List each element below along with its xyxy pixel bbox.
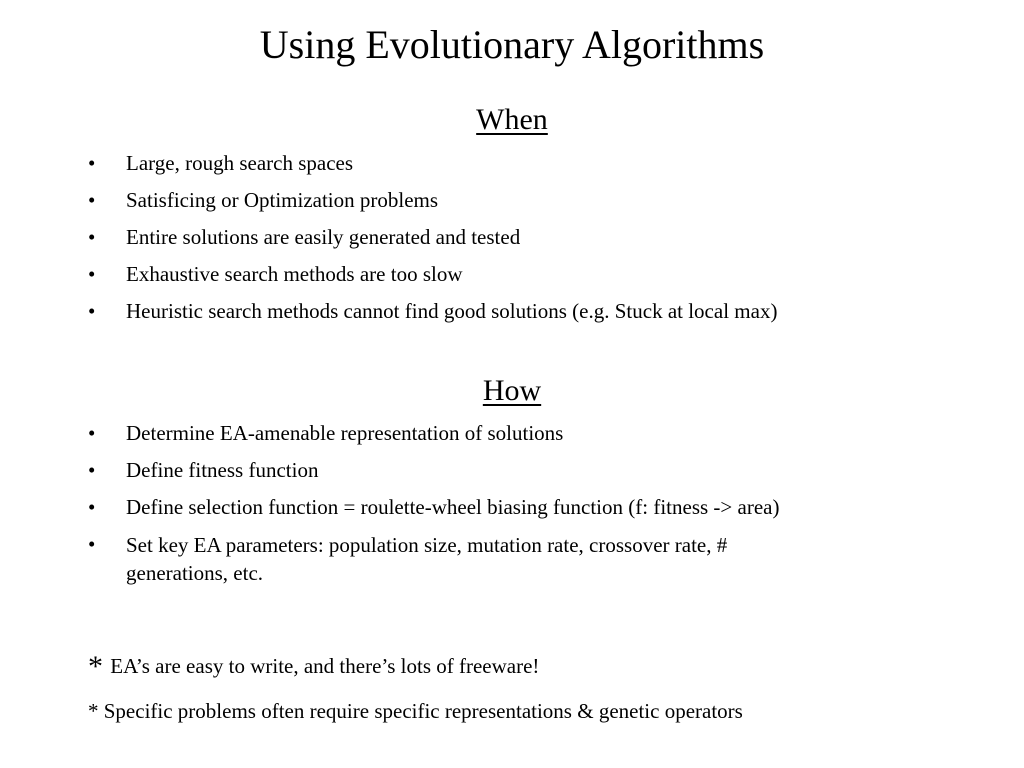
list-item-text: Entire solutions are easily generated and tested [126,225,521,249]
bullet-icon: • [88,151,96,175]
list-item [0,150,1024,176]
representation-note: * Specific problems often require specific representations & genetic operators [88,699,743,723]
bullet-icon: • [88,495,96,519]
list-item-text: Satisficing or Optimization problems [126,188,439,212]
list-item-text: Define fitness function [126,458,319,482]
slide-title: Using Evolutionary Algorithms [259,22,765,67]
list-item-text-line-1: Set key EA parameters: population size, mutation rate, crossover rate, # [126,533,728,557]
freeware-note-text: EA’s are easy to write, and there’s lots of freeware! [110,654,540,678]
list-item [0,224,1024,250]
bullet-icon: • [88,458,96,482]
list-item-text: Define selection function = roulette-wheel biasing function (f: fitness -> area) [126,495,780,519]
when-bullet-list [0,150,1024,335]
list-item [0,261,1024,287]
bullet-icon: • [88,299,96,323]
list-item [0,531,1024,587]
bullet-icon: • [88,188,96,212]
list-item [0,298,1024,324]
bullet-icon: • [88,262,96,286]
list-item [0,420,1024,446]
bullet-icon: • [88,532,96,556]
freeware-note [88,652,539,681]
list-item [0,457,1024,483]
bullet-icon: • [88,225,96,249]
how-bullet-list [0,420,1024,598]
list-item [0,187,1024,213]
list-item-text: Heuristic search methods cannot find good solutions (e.g. Stuck at local max) [126,299,778,323]
list-item-text: Large, rough search spaces [126,151,354,175]
bullet-icon: • [88,421,96,445]
asterisk-icon: * [88,650,103,683]
when-heading: When [476,103,548,136]
list-item-text: Exhaustive search methods are too slow [126,262,463,286]
list-item-text: Determine EA-amenable representation of solutions [126,421,564,445]
how-heading: How [482,374,542,407]
list-item [0,494,1024,520]
list-item-text-line-2: generations, etc. [126,561,264,585]
